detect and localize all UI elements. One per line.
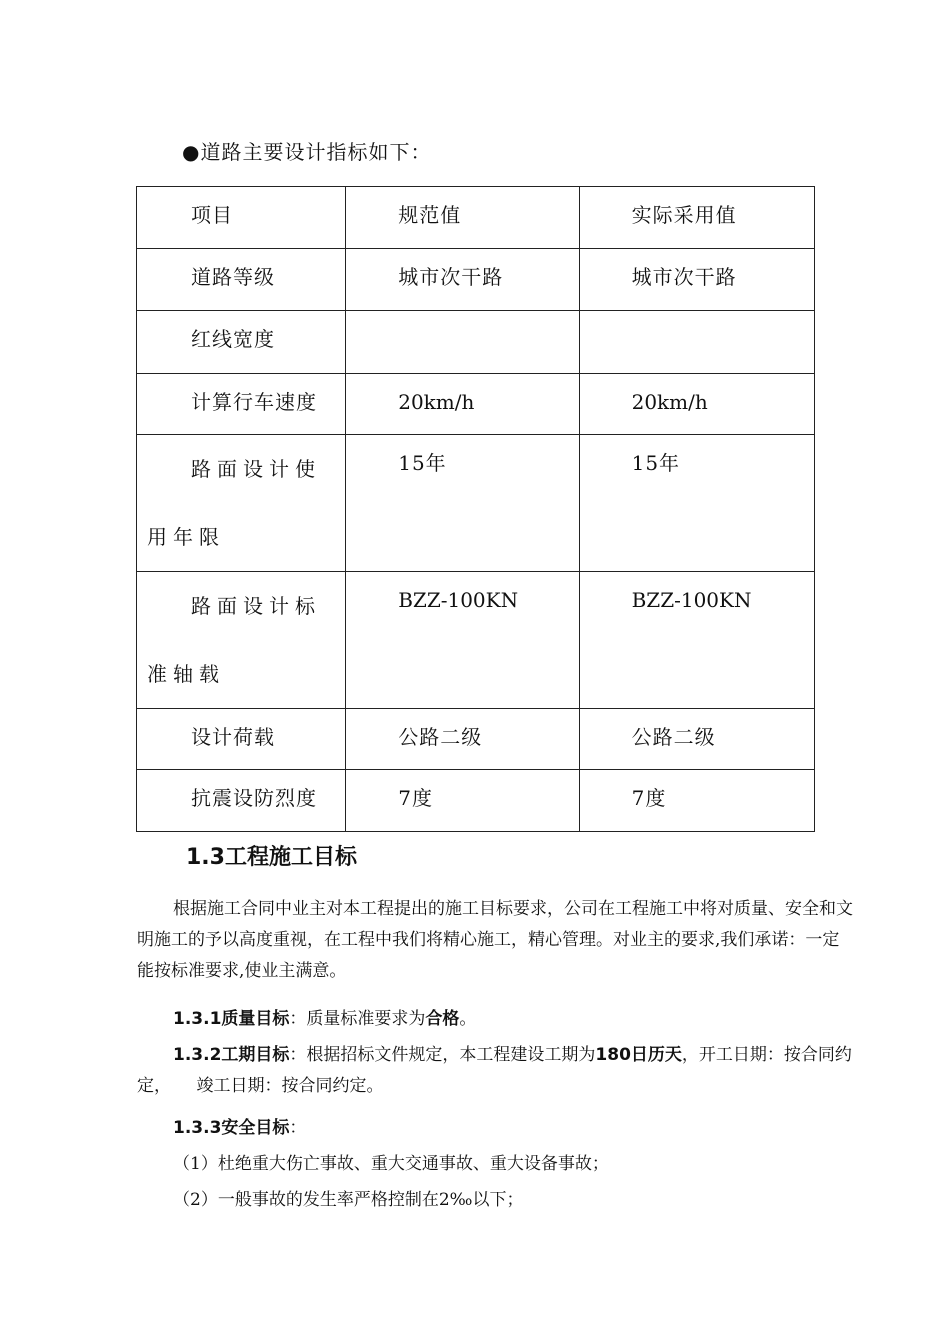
table-row xyxy=(137,435,815,572)
intro-text: ●道路主要设计指标如下： xyxy=(182,140,432,164)
schedule-text2: ，开工日期：按合同约定， 竣工日期：按合同约定。 xyxy=(137,1045,852,1096)
table-row xyxy=(137,374,815,435)
actual-value xyxy=(580,311,814,325)
schedule-label: 1.3.2工期目标 xyxy=(173,1045,290,1065)
header-cell: 规范值 xyxy=(398,203,462,227)
safety-item: （1）杜绝重大伤亡事故、重大交通事故、重大设备事故； xyxy=(173,1154,609,1174)
schedule-value: 180日历天 xyxy=(595,1045,682,1065)
safety-label: 1.3.3安全目标 xyxy=(173,1118,290,1138)
spec-value: 15年 xyxy=(398,451,447,475)
schedule-text1: ：根据招标文件规定，本工程建设工期为 xyxy=(289,1045,596,1065)
table-row xyxy=(137,311,815,374)
row-label: 设计荷载 xyxy=(191,725,275,749)
row-label: 路面设计使用年限 xyxy=(147,457,321,549)
actual-value: 7度 xyxy=(631,786,667,810)
table-header-row xyxy=(137,187,815,249)
row-label: 道路等级 xyxy=(191,265,275,289)
row-label: 抗震设防烈度 xyxy=(191,786,317,810)
spec-value: 公路二级 xyxy=(398,725,483,749)
spec-value: 城市次干路 xyxy=(398,265,504,289)
schedule-goal xyxy=(137,1040,853,1102)
safety-item: （2）一般事故的发生率严格控制在2‰以下； xyxy=(173,1190,524,1210)
spec-value xyxy=(346,311,578,325)
design-spec-table xyxy=(136,186,815,832)
quality-end: 。 xyxy=(459,1009,477,1029)
actual-value: 城市次干路 xyxy=(631,265,737,289)
actual-value: 20km/h xyxy=(631,390,708,414)
table-row xyxy=(137,249,815,311)
table-row xyxy=(137,709,815,770)
quality-label: 1.3.1质量目标 xyxy=(173,1009,290,1029)
table-row xyxy=(137,572,815,709)
header-cell: 实际采用值 xyxy=(631,203,737,227)
section-title: 1.3工程施工目标 xyxy=(186,845,357,870)
spec-value: BZZ-100KN xyxy=(398,588,519,612)
row-label: 路面设计标准轴载 xyxy=(147,594,321,686)
safety-colon: ： xyxy=(289,1118,307,1138)
actual-value: BZZ-100KN xyxy=(631,588,752,612)
quality-goal xyxy=(137,1004,889,1035)
quality-value: 合格 xyxy=(425,1009,460,1029)
quality-text: ：质量标准要求为 xyxy=(289,1009,426,1029)
actual-value: 15年 xyxy=(631,451,681,475)
table-row xyxy=(137,770,815,832)
goal-paragraph: 根据施工合同中业主对本工程提出的施工目标要求，公司在工程施工中将对质量、安全和文明施工的予以高度重视，在工程中我们将精心施工，精心管理。对业主的要求,我们承诺：一定能按标准要求,使业主满意。 xyxy=(137,899,853,981)
safety-goal xyxy=(137,1113,889,1144)
row-label: 计算行车速度 xyxy=(191,390,317,414)
spec-value: 20km/h xyxy=(398,390,475,414)
actual-value: 公路二级 xyxy=(631,725,716,749)
spec-value: 7度 xyxy=(398,786,433,810)
header-cell: 项目 xyxy=(191,203,233,227)
row-label: 红线宽度 xyxy=(191,327,275,351)
